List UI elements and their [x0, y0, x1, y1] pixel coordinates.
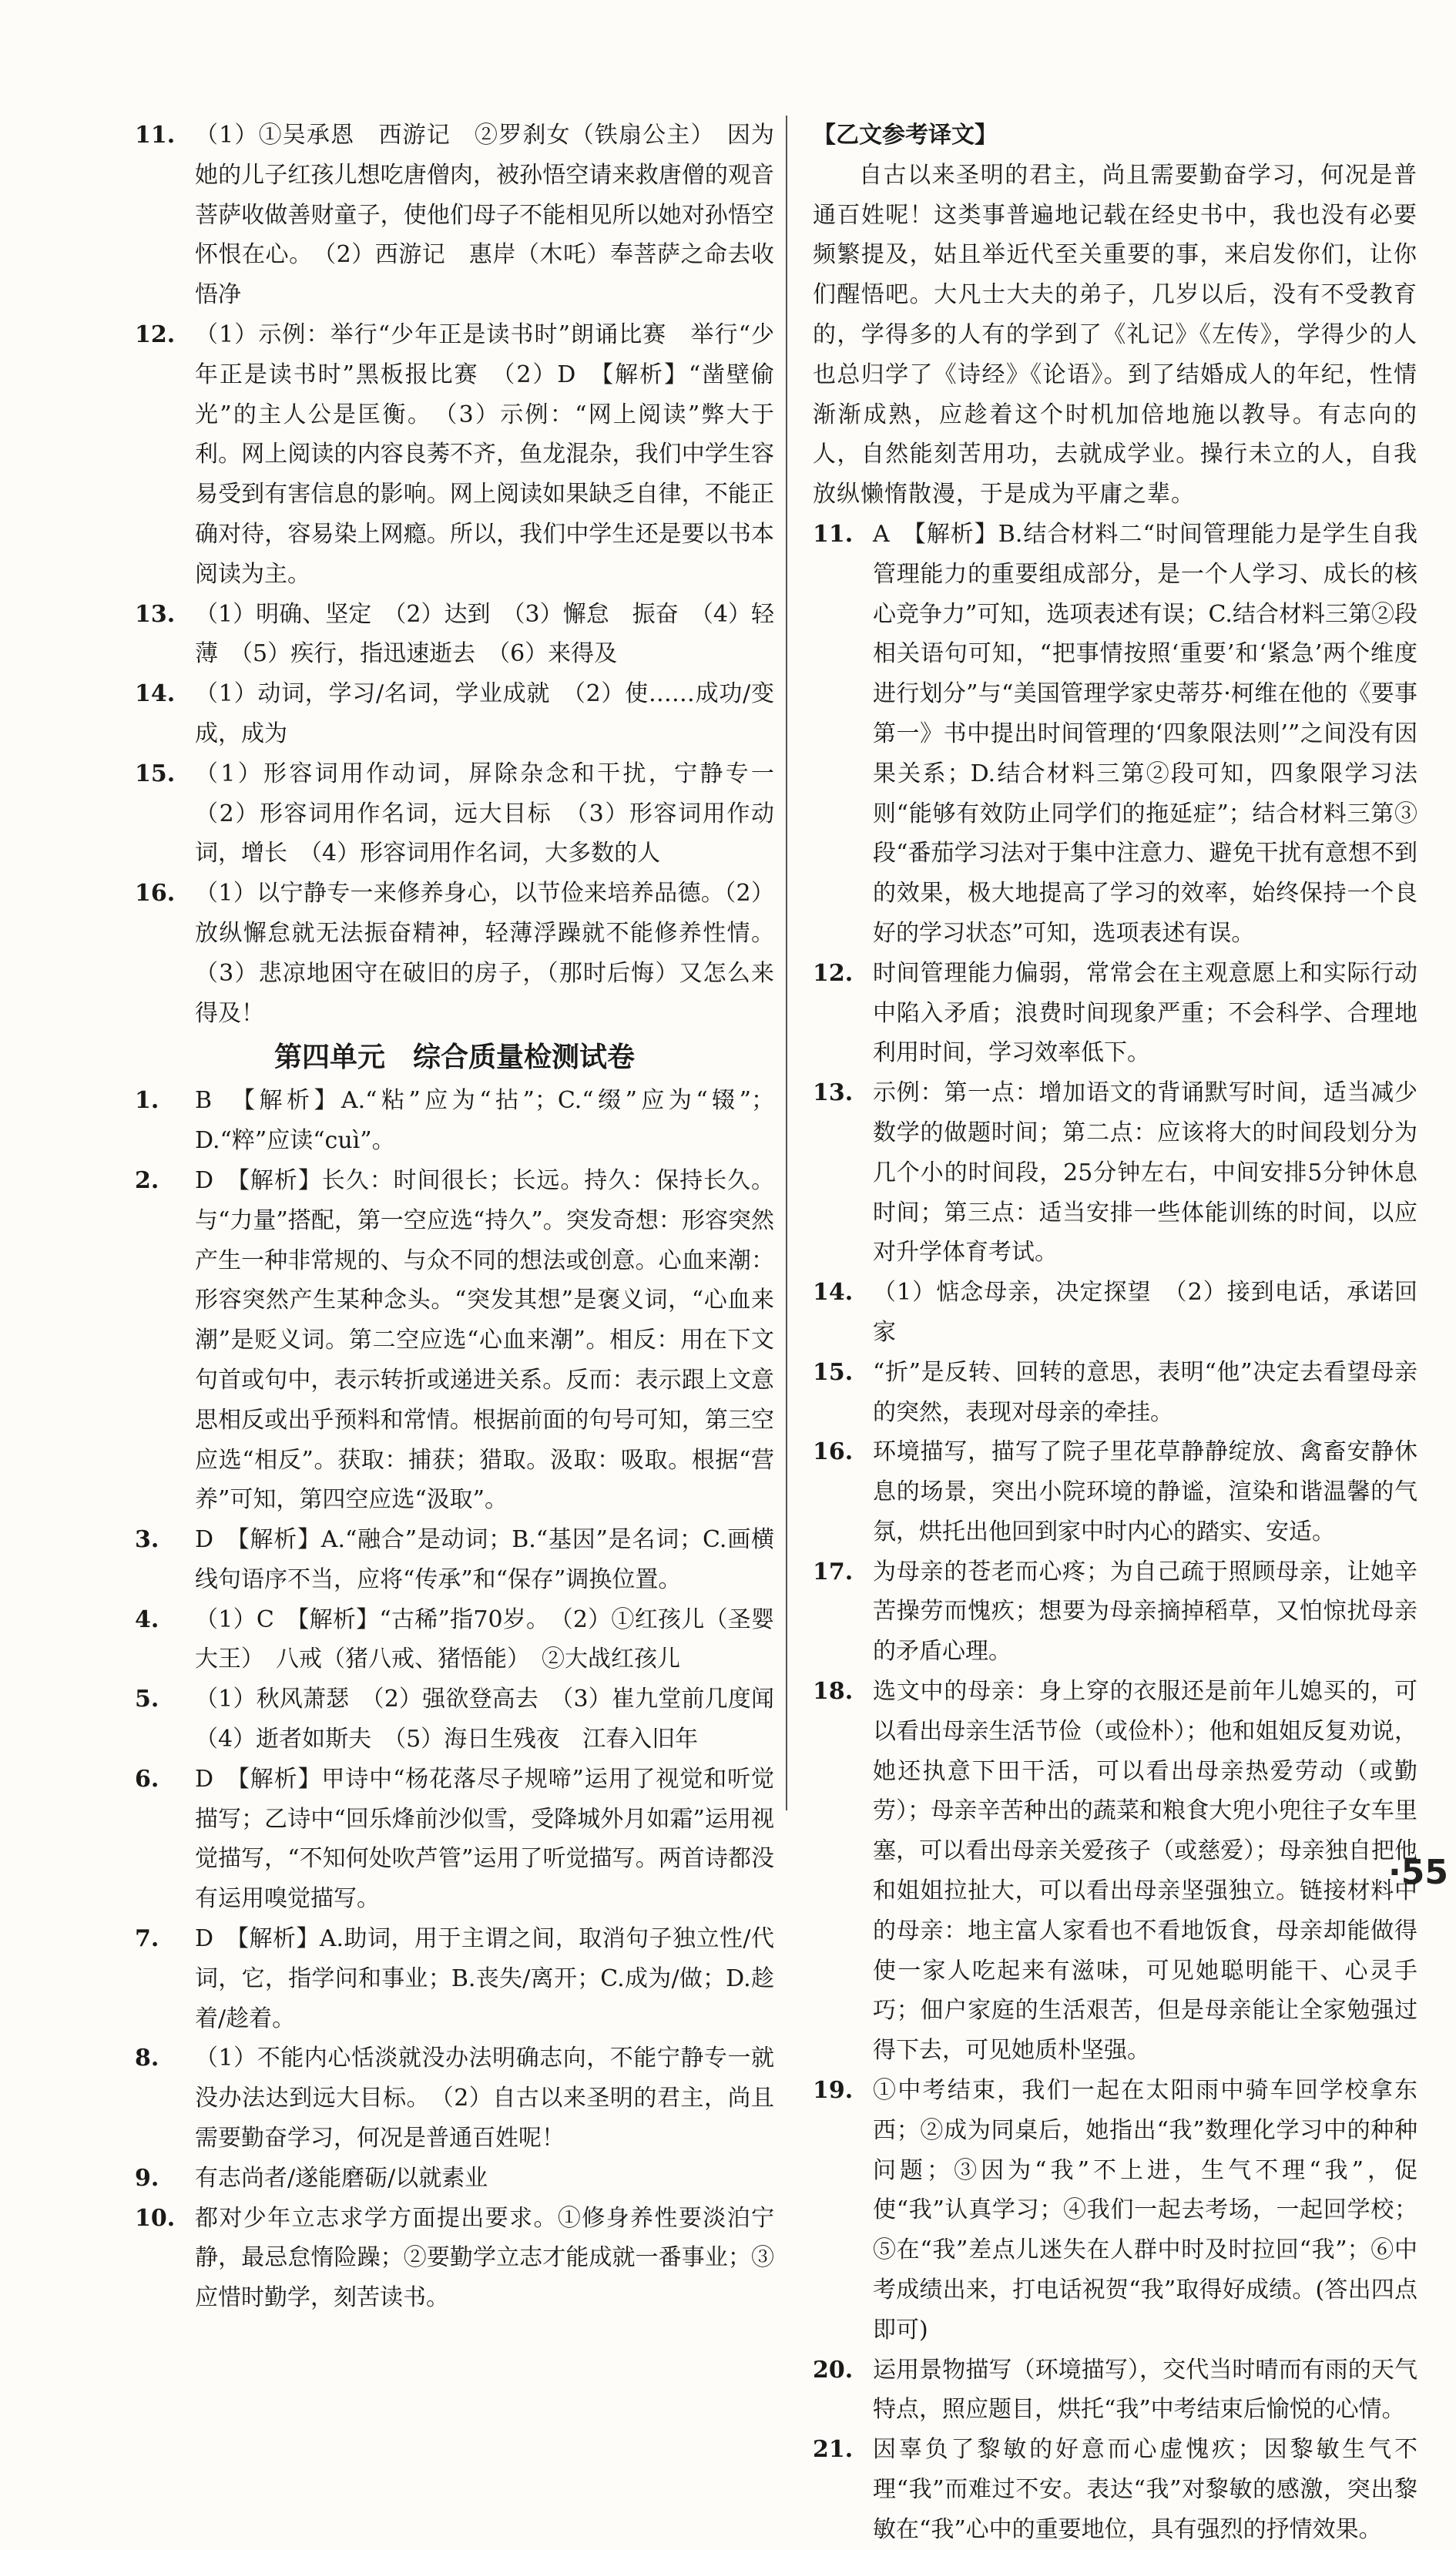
item-number: 11.: [813, 520, 854, 548]
item-text: 为母亲的苍老而心疼；为自己疏于照顾母亲，让她辛苦操劳而愧疚；想要为母亲摘掉稻草，又怕惊扰母亲的矛盾心理。: [873, 1558, 1417, 1666]
section-title: 第四单元 综合质量检测试卷: [273, 1042, 635, 1074]
answer-item: [135, 1679, 797, 1760]
answer-item: [813, 1273, 1417, 1353]
item-text: D 【解析】长久：时间很长；长远。持久：保持长久。与“力量”搭配，第一空应选“持久”。突发奇想：形容突然产生一种非常规的、与众不同的想法或创意。心血来潮：形容突然产生某种念头。“突发其想”是褒义词，“心血来潮”是贬义词。第二空应选“心血来潮”。相反：用在下文句首或句中，表示转折或递进关系。反而：表示跟上文意思相反或出乎预料和常情。根据前面的句号可知，第三空应选“相反”。获取：捕获；猎取。汲取：吸取。根据“营养”可知，第四空应选“汲取”。: [195, 1166, 774, 1514]
answer-item: [813, 1353, 1417, 1433]
item-text: B 【解析】A.“粘”应为“拈”；C.“缀”应为“辍”；D.“粹”应读“cuì”。: [195, 1087, 774, 1155]
item-text: 选文中的母亲：身上穿的衣服还是前年儿媳买的，可以看出母亲生活节俭（或俭朴）；他和姐姐反复劝说，她还执意下田干活，可以看出母亲热爱劳动（或勤劳）；母亲辛苦种出的蔬菜和粮食大兜小兜往子女车里塞，可以看出母亲关爱孩子（或慈爱）；母亲独自把他和姐姐拉扯大，可以看出母亲坚强独立。链接材料中的母亲：地主富人家看也不看地饭食，母亲却能做得使一家人吃起来有滋味，可见她聪明能干、心灵手巧；佃户家庭的生活艰苦，但是母亲能让全家勉强过得下去，可见她质朴坚强。: [873, 1678, 1417, 2065]
answer-item: [135, 1081, 774, 1161]
item-text: 运用景物描写（环境描写），交代当时晴而有雨的天气特点，照应题目，烘托“我”中考结束后愉悦的心情。: [873, 2356, 1417, 2424]
item-number: 21.: [813, 2436, 854, 2464]
item-number: 11.: [135, 122, 176, 149]
item-text: D 【解析】A.“融合”是动词；B.“基因”是名词；C.画横线句语序不当，应将“传承”和“保存”调换位置。: [195, 1526, 774, 1593]
item-number: 14.: [813, 1279, 854, 1307]
item-text: 因辜负了黎敏的好意而心虚愧疚；因黎敏生气不理“我”而难过不安。表达“我”对黎敏的感激，突出黎敏在“我”心中的重要地位，具有强烈的抒情效果。: [873, 2436, 1417, 2543]
item-text: （1）不能内心恬淡就没办法明确志向，不能宁静专一就没办法达到远大目标。 （2）自古以来圣明的君主，尚且需要勤奋学习，何况是普通百姓呢！: [195, 2045, 774, 2152]
item-text: （1）①吴承恩 西游记 ②罗刹女（铁扇公主） 因为她的儿子红孩儿想吃唐僧肉，被孙悟空请来救唐僧的观音菩萨收做善财童子，使他们母子不能相见所以她对孙悟空怀恨在心。 （2）西游记 惠岸（木吒）奉菩萨之命去收悟净: [195, 122, 774, 309]
item-number: 5.: [135, 1686, 159, 1713]
item-number: 7.: [135, 1925, 159, 1953]
item-number: 1.: [135, 1087, 159, 1115]
item-number: 19.: [813, 2077, 854, 2105]
translation-text: 自古以来圣明的君主，尚且需要勤奋学习，何况是普通百姓呢！这类事普遍地记载在经史书中，我也没有必要频繁提及，姑且举近代至关重要的事，来启发你们，让你们醒悟吧。大凡士大夫的弟子，几岁以后，没有不受教育的，学得多的人有的学到了《礼记》《左传》，学得少的人也总归学了《诗经》《论语》。到了结婚成人的年纪，性情渐渐成熟，应趁着这个时机加倍地施以教导。有志向的人，自然能刻苦用功，去就成学业。操行未立的人，自我放纵懒惰散漫，于是成为平庸之辈。: [813, 161, 1417, 508]
answer-item: [135, 674, 774, 754]
item-number: 15.: [135, 760, 176, 787]
item-text: （1）示例：举行“少年正是读书时”朗诵比赛 举行“少年正是读书时”黑板报比赛 （2）D 【解析】“凿壁偷光”的主人公是匡衡。 （3）示例：“网上阅读”弊大于利。网上阅读的内容良莠不齐，鱼龙混杂，我们中学生容易受到有害信息的影响。网上阅读如果缺乏自律，不能正确对待，容易染上网瘾。所以，我们中学生还是要以书本阅读为主。: [195, 320, 774, 588]
answer-item: [813, 1552, 1417, 1672]
item-number: 12.: [813, 959, 854, 987]
item-text: ①中考结束，我们一起在太阳雨中骑车回学校拿东西；②成为同桌后，她指出“我”数理化学习中的种种问题；③因为“我”不上进，生气不理“我”，促使“我”认真学习；④我们一起去考场，一起回学校；⑤在“我”差点儿迷失在人群中时及时拉回“我”；⑥中考成绩出来，打电话祝贺“我”取得好成绩。(答出四点即可): [873, 2077, 1417, 2344]
answer-item: [813, 1672, 1417, 2071]
answer-item: [135, 2159, 774, 2199]
item-text: （1）惦念母亲，决定探望 （2）接到电话，承诺回家: [873, 1279, 1417, 1346]
item-text: （1）C 【解析】“古稀”指70岁。 （2）①红孩儿（圣婴大王） 八戒（猪八戒、猪悟能） ②大战红孩儿: [195, 1605, 774, 1673]
item-text: 时间管理能力偏弱，常常会在主观意愿上和实际行动中陷入矛盾；浪费时间现象严重；不会科学、合理地利用时间，学习效率低下。: [873, 959, 1417, 1067]
answer-item: [135, 1919, 774, 2038]
item-text: “折”是反转、回转的意思，表明“他”决定去看望母亲的突然，表现对母亲的牵挂。: [873, 1358, 1417, 1426]
item-text: D 【解析】A.助词，用于主谓之间，取消句子独立性/代词，它，指学问和事业；B.丧失/离开；C.成为/做；D.趁着/趁着。: [195, 1925, 774, 2032]
answer-item: [813, 2350, 1417, 2431]
answer-item: [135, 874, 774, 1033]
item-number: 14.: [135, 680, 176, 708]
item-text: （1）以宁静专一来修养身心，以节俭来培养品德。（2）放纵懈怠就无法振奋精神，轻薄浮躁就不能修养性情。（3）悲凉地困守在破旧的房子，（那时后悔）又怎么来得及！: [195, 880, 774, 1027]
item-number: 3.: [135, 1526, 159, 1554]
item-number: 16.: [813, 1438, 854, 1466]
answer-item: [813, 515, 1417, 954]
item-number: 9.: [135, 2164, 159, 2192]
left-column: [135, 116, 797, 2318]
answer-item: [135, 754, 797, 874]
answer-item: [135, 1600, 774, 1680]
item-text: （1）秋风萧瑟 （2）强欲登高去 （3）崔九堂前几度闻 （4）逝者如斯夫 （5）海日生残夜 江春入旧年: [195, 1686, 797, 1753]
item-number: 6.: [135, 1765, 159, 1793]
answer-item: [135, 1161, 774, 1520]
item-text: 有志尚者/遂能磨砺/以就素业: [195, 2164, 488, 2192]
answer-item: [135, 315, 774, 595]
item-text: （1）动词，学习/名词，学业成就 （2）使……成功/变成，成为: [195, 680, 774, 747]
answer-item: [135, 1520, 774, 1600]
item-text: D 【解析】甲诗中“杨花落尽子规啼”运用了视觉和听觉描写；乙诗中“回乐烽前沙似雪，受降城外月如霜”运用视觉描写，“不知何处吹芦管”运用了听觉描写。两首诗都没有运用嗅觉描写。: [195, 1765, 774, 1913]
item-text: 示例：第一点：增加语文的背诵默写时间，适当减少数学的做题时间；第二点：应该将大的时间段划分为几个小的时间段，25分钟左右，中间安排5分钟休息时间；第三点：适当安排一些体能训练的时间，以应对升学体育考试。: [873, 1079, 1417, 1267]
translation-title: 【乙文参考译文】: [813, 122, 998, 149]
answer-item: [135, 116, 774, 315]
item-text: 环境描写，描写了院子里花草静静绽放、禽畜安静休息的场景，突出小院环境的静谧，渲染和谐温馨的气氛，烘托出他回到家中时内心的踏实、安适。: [873, 1438, 1417, 1545]
item-number: 17.: [813, 1558, 854, 1585]
item-number: 8.: [135, 2045, 159, 2072]
item-number: 4.: [135, 1605, 159, 1633]
column-divider: [786, 116, 787, 1810]
item-number: 20.: [813, 2356, 854, 2384]
item-text: （1）明确、坚定 （2）达到 （3）懈怠 振奋 （4）轻薄 （5）疾行，指迅速逝去 （6）来得及: [195, 600, 774, 668]
item-number: 10.: [135, 2204, 176, 2232]
answer-item: [135, 595, 774, 675]
answer-item: [813, 954, 1417, 1073]
item-number: 18.: [813, 1678, 854, 1706]
item-number: 13.: [135, 600, 176, 628]
answer-item: [135, 1760, 774, 1919]
answer-item: [813, 2071, 1417, 2350]
answer-item: [135, 2199, 774, 2318]
item-number: 2.: [135, 1166, 159, 1194]
answer-item: [813, 1432, 1417, 1552]
item-number: 16.: [135, 880, 176, 908]
right-column: [813, 116, 1417, 2550]
item-number: 15.: [813, 1358, 854, 1386]
item-number: 12.: [135, 320, 176, 348]
page-number: ·55: [1388, 1853, 1448, 1892]
item-text: 都对少年立志求学方面提出要求。①修身养性要淡泊宁静，最忌怠惰险躁；②要勤学立志才能成就一番事业；③应惜时勤学，刻苦读书。: [195, 2204, 774, 2312]
answer-item: [813, 1073, 1417, 1273]
answer-item: [813, 2430, 1417, 2549]
item-text: （1）形容词用作动词，屏除杂念和干扰，宁静专一 （2）形容词用作名词，远大目标 （3）形容词用作动词，增长 （4）形容词用作名词，大多数的人: [195, 760, 797, 867]
item-text: A 【解析】B.结合材料二“时间管理能力是学生自我管理能力的重要组成部分，是一个人学习、成长的核心竞争力”可知，选项表述有误；C.结合材料三第②段相关语句可知，“把事情按照‘重要’和‘紧急’两个维度进行划分”与“美国管理学家史蒂芬·柯维在他的《要事第一》书中提出时间管理的‘四象限法则’”之间没有因果关系；D.结合材料三第②段可知，四象限学习法则“能够有效防止同学们的拖延症”；结合材料三第③段“番茄学习法对于集中注意力、避免干扰有意想不到的效果，极大地提高了学习的效率，始终保持一个良好的学习状态”可知，选项表述有误。: [873, 520, 1417, 947]
item-number: 13.: [813, 1079, 854, 1107]
answer-item: [135, 2038, 774, 2158]
